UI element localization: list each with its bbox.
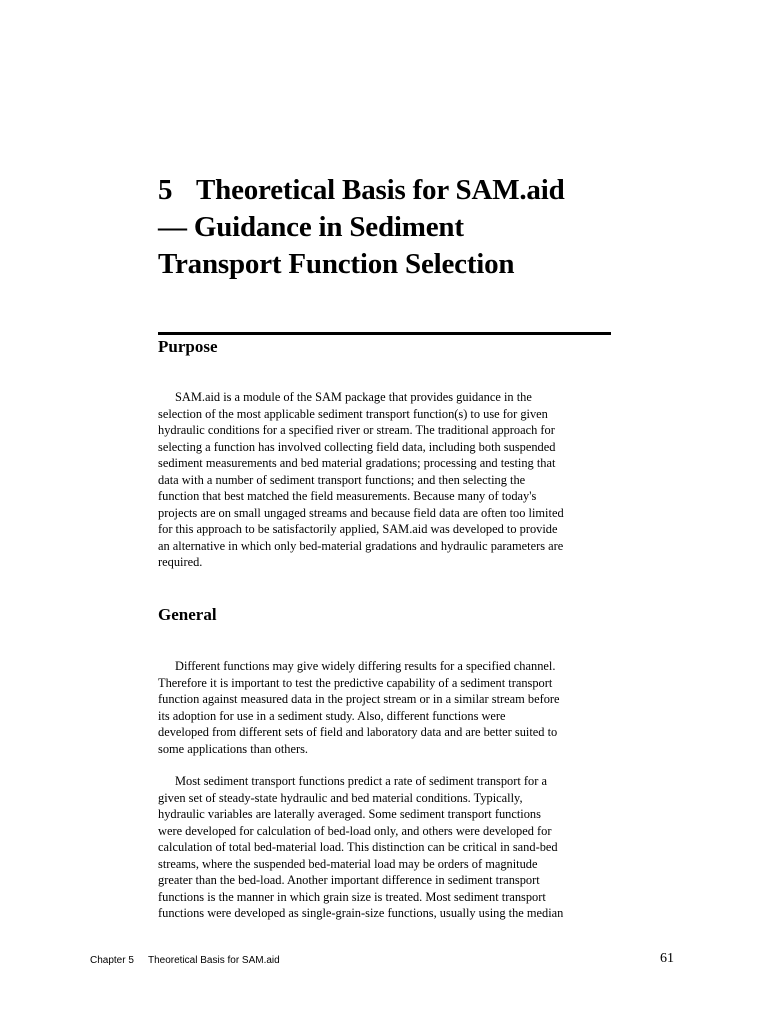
text-line: streams, where the suspended bed-material load may be orders of magnitude bbox=[158, 856, 538, 871]
text-line: were developed for calculation of bed-load only, and others were developed for bbox=[158, 823, 552, 838]
chapter-title-line-1 bbox=[158, 172, 628, 209]
footer-chapter-title: Theoretical Basis for SAM.aid bbox=[148, 955, 280, 966]
text-line: functions is the manner in which grain size is treated. Most sediment transport bbox=[158, 889, 546, 904]
text-line: functions were developed as single-grain-size functions, usually using the median bbox=[158, 906, 564, 920]
footer-chapter-label: Chapter 5 bbox=[90, 955, 134, 966]
text-line: selection of the most applicable sediment transport function(s) to use for given bbox=[158, 406, 548, 421]
text-line: data with a number of sediment transport functions; and then selecting the bbox=[158, 472, 526, 487]
chapter-title-text-1: Theoretical Basis for SAM.aid bbox=[196, 174, 565, 206]
text-line: hydraulic variables are laterally averaged. Some sediment transport functions bbox=[158, 807, 541, 821]
text-line: calculation of total bed-material load. This distinction can be critical in sand-bed bbox=[158, 840, 558, 854]
chapter-title bbox=[158, 172, 628, 283]
page-footer bbox=[90, 955, 280, 967]
text-line: sediment measurements and bed material gradations; processing and testing that bbox=[158, 456, 556, 470]
text-line: given set of steady-state hydraulic and bed material conditions. Typically, bbox=[158, 790, 523, 805]
text-line: its adoption for use in a sediment study. Also, different functions were bbox=[158, 708, 506, 723]
text-line: hydraulic conditions for a specified river or stream. The traditional approach for bbox=[158, 423, 555, 437]
text-line: function that best matched the field measurements. Because many of today's bbox=[158, 489, 537, 503]
text-line: an alternative in which only bed-material gradations and hydraulic parameters are bbox=[158, 538, 564, 553]
general-heading: General bbox=[158, 605, 217, 624]
text-line: SAM.aid is a module of the SAM package that provides guidance in the bbox=[175, 390, 532, 404]
text-line: some applications than others. bbox=[158, 741, 309, 756]
text-line: projects are on small ungaged streams and because field data are often too limited bbox=[158, 505, 564, 520]
text-line: Most sediment transport functions predict a rate of sediment transport for a bbox=[175, 774, 547, 788]
general-paragraph-2 bbox=[158, 773, 618, 922]
page-number: 61 bbox=[660, 951, 674, 966]
text-line: selecting a function has involved collecting field data, including both suspended bbox=[158, 439, 556, 454]
general-paragraph-1 bbox=[158, 658, 618, 757]
text-line: greater than the bed-load. Another important difference in sediment transport bbox=[158, 873, 540, 887]
chapter-title-line-3: Transport Function Selection bbox=[158, 248, 515, 280]
chapter-title-line-2: — Guidance in Sediment bbox=[158, 211, 464, 243]
purpose-paragraph bbox=[158, 389, 618, 571]
text-line: required. bbox=[158, 555, 203, 569]
text-line: developed from different sets of field and laboratory data and are better suited to bbox=[158, 725, 558, 739]
chapter-number: 5 bbox=[158, 174, 173, 206]
text-line: for this approach to be satisfactorily applied, SAM.aid was developed to provide bbox=[158, 522, 558, 536]
text-line: Different functions may give widely differing results for a specified channel. bbox=[175, 659, 556, 673]
text-line: Therefore it is important to test the predictive capability of a sediment transport bbox=[158, 675, 553, 690]
section-divider-rule bbox=[158, 332, 611, 335]
purpose-heading: Purpose bbox=[158, 337, 218, 356]
text-line: function against measured data in the project stream or in a similar stream before bbox=[158, 692, 560, 706]
